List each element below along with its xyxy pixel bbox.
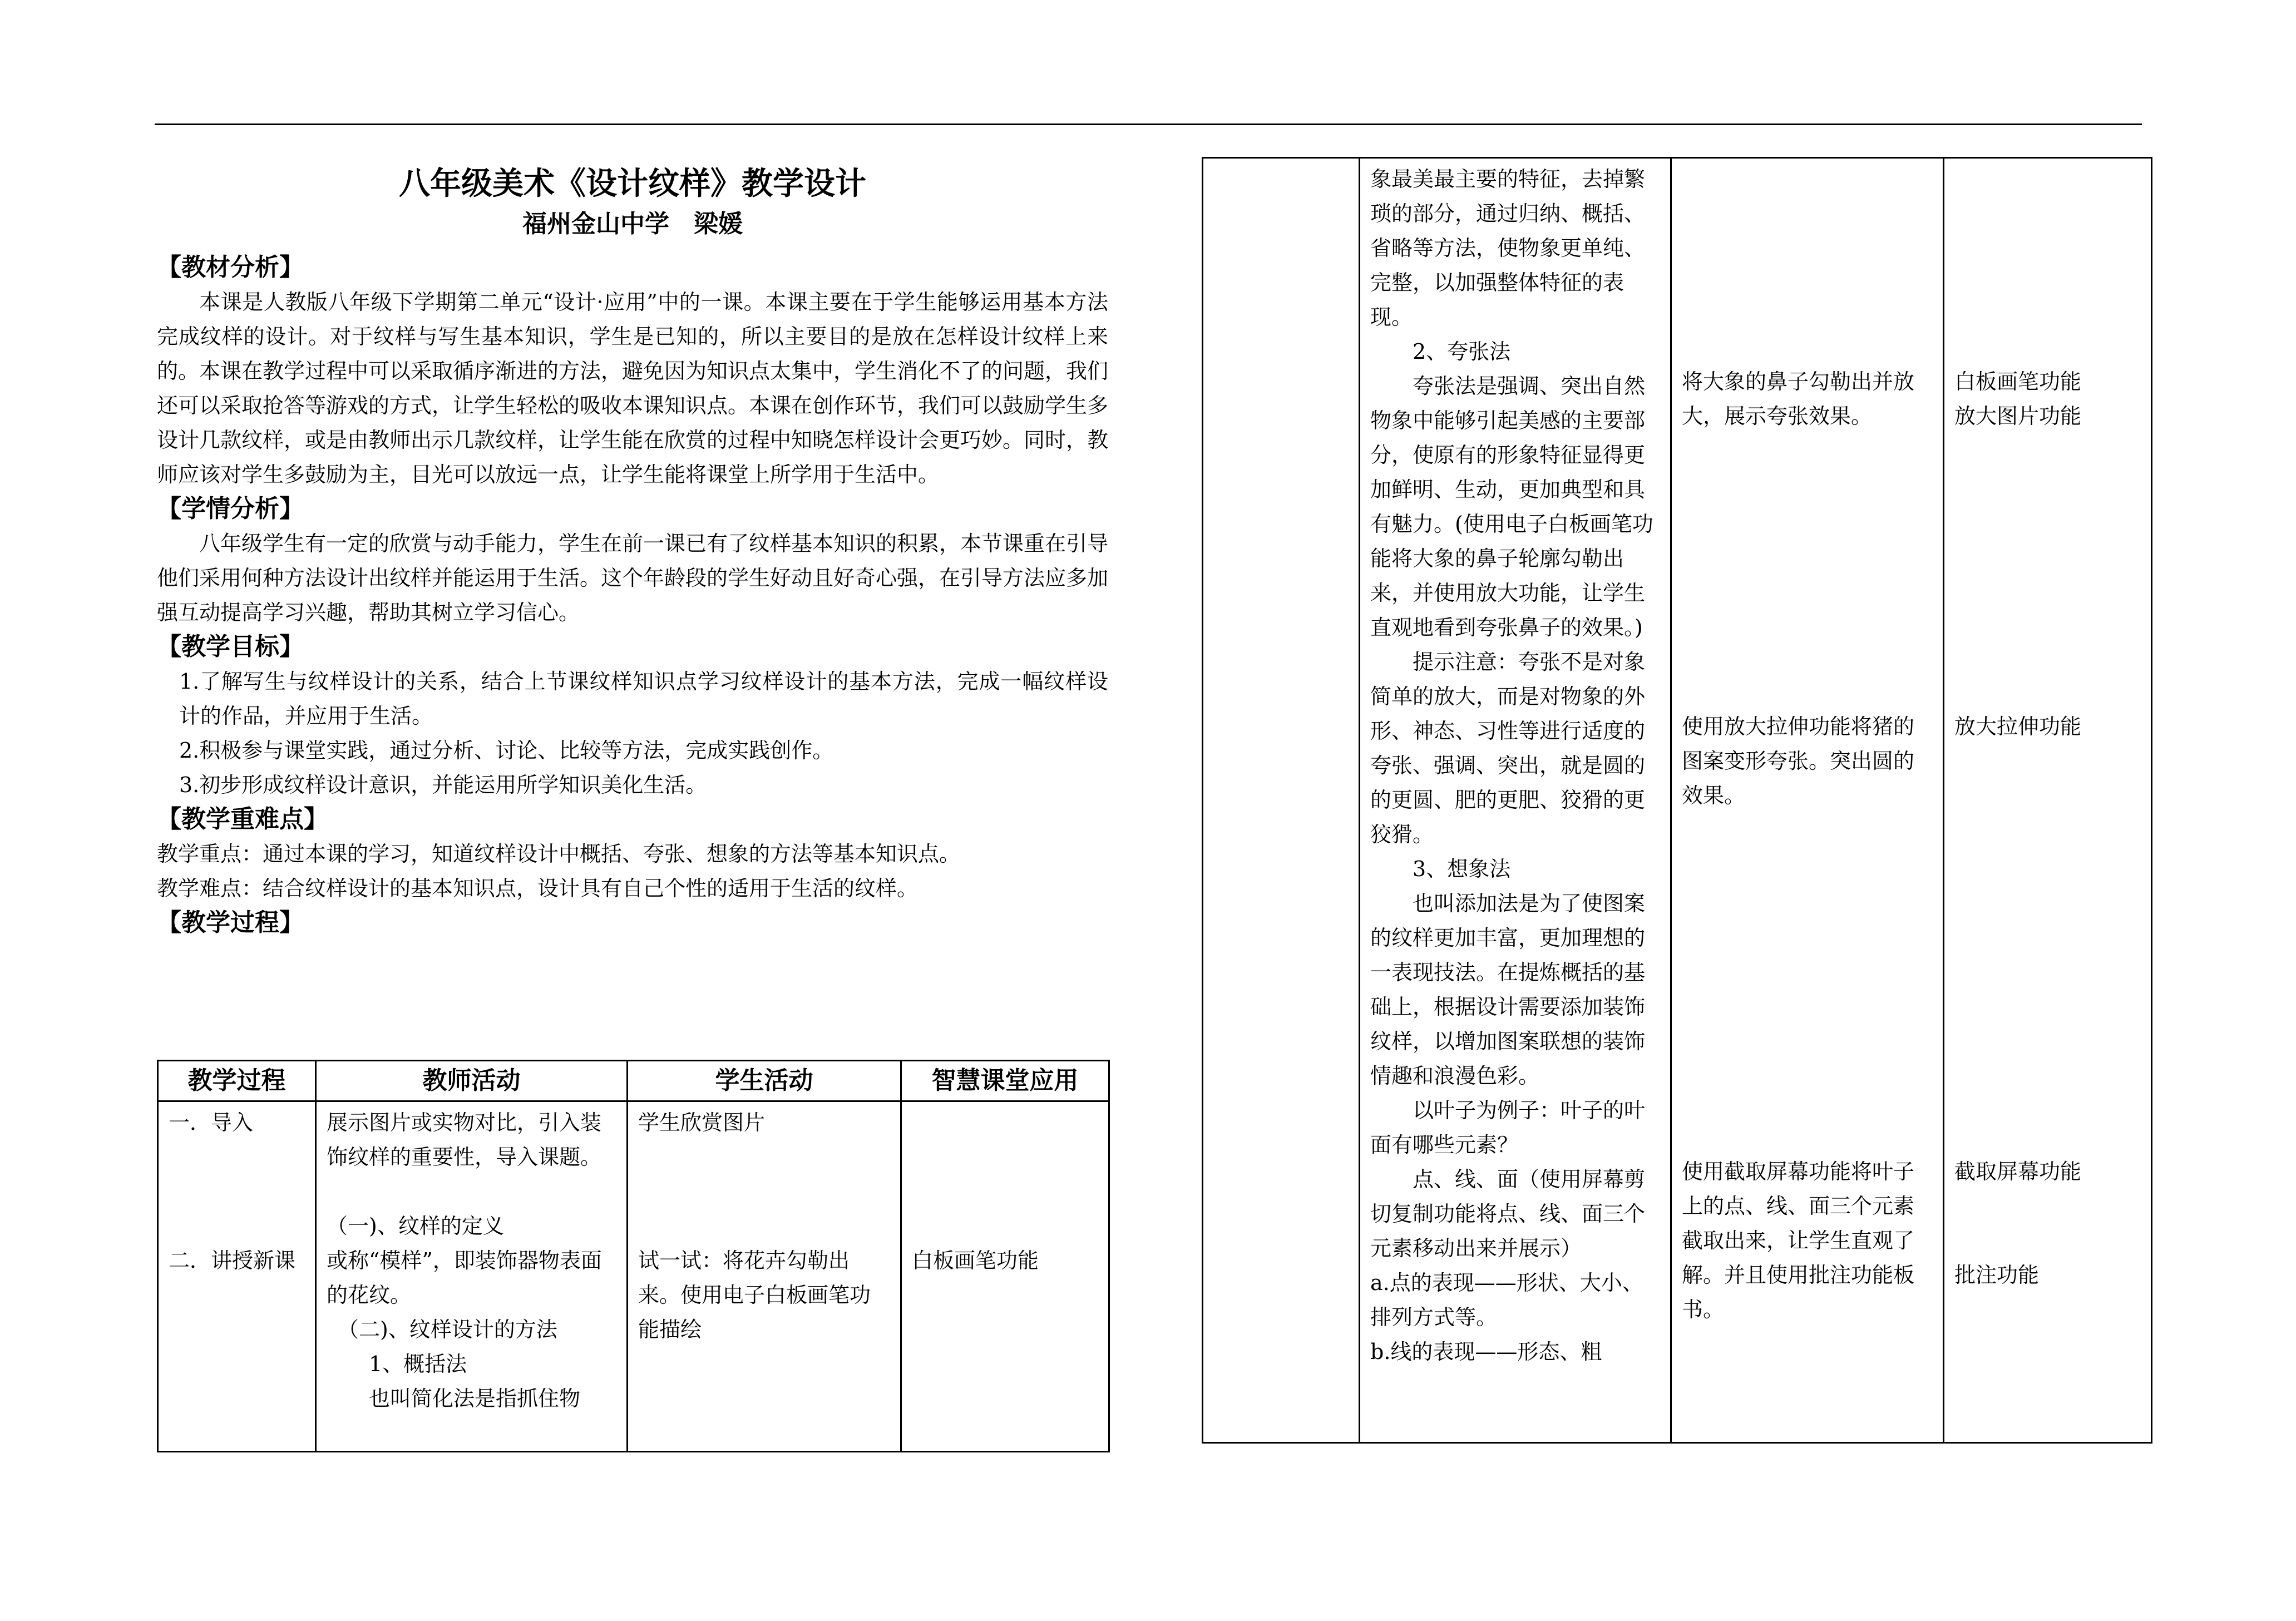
teacher-method-1: 1、概括法: [369, 1352, 467, 1376]
document-author: 福州金山中学 梁媛: [522, 210, 743, 238]
cont-teacher-leaf: 以叶子为例子：叶子的叶面有哪些元素？: [1370, 1098, 1646, 1157]
document-title: 八年级美术《设计纹样》教学设计: [399, 165, 866, 202]
cont-student-cell: [1671, 158, 1944, 1443]
student-intro: 学生欣赏图片: [638, 1110, 766, 1135]
table-row: [158, 1101, 1109, 1452]
teacher-method-head: （二)、纹样设计的方法: [338, 1317, 557, 1342]
students-text: 八年级学生有一定的欣赏与动手能力，学生在前一课已有了纹样基本知识的积累，本节课重在引导他们采用何种方法设计出纹样并能运用于生活。这个年龄段的学生好动且好奇心强，在引导方法应多加强互动提高学习兴趣，帮助其树立学习信心。: [157, 531, 1109, 625]
cont-teacher-exaggerate: 夸张法是强调、突出自然物象中能够引起美感的主要部分，使原有的形象特征显得更加鲜明、生动，更加典型和具有魅力。(使用电子白板画笔功能将大象的鼻子轮廓勾勒出来，并使用放大功能，让学生直观地看到夸张鼻子的效果。): [1370, 374, 1653, 640]
goal-1: 1.了解写生与纹样设计的关系，结合上节课纹样知识点学习纹样设计的基本方法，完成一幅纹样设计的作品，并应用于生活。: [179, 669, 1108, 728]
lesson-process-table: [157, 1060, 1110, 1452]
table-row: [1203, 158, 2152, 1443]
cont-teacher-exaggerate-head: 2、夸张法: [1413, 339, 1511, 364]
teacher-intro: 展示图片或实物对比，引入装饰纹样的重要性，导入课题。: [327, 1110, 602, 1169]
cont-stage-cell: [1203, 158, 1360, 1443]
app-whiteboard: 白板画笔功能: [912, 1248, 1039, 1273]
cont-app-whiteboard: 白板画笔功能: [1954, 369, 2082, 394]
cont-teacher-cell: [1360, 158, 1671, 1443]
cont-teacher-notice: 提示注意：夸张不是对象简单的放大，而是对物象的外形、神态、习性等进行适度的夸张、强调、突出，就是圆的的更圆、肥的更肥、狡猾的更狡猾。: [1370, 650, 1646, 847]
cont-teacher-generalize: 象最美最主要的特征，去掉繁琐的部分，通过归纳、概括、省略等方法，使物象更单纯、完整，以加强整体特征的表现。: [1370, 167, 1646, 329]
goal-3: 3.初步形成纹样设计意识，并能运用所学知识美化生活。: [179, 773, 707, 797]
materials-text: 本课是人教版八年级下学期第二单元“设计·应用”中的一课。本课主要在于学生能够运用基本方法完成纹样的设计。对于纹样与写生基本知识，学生是已知的，所以主要目的是放在怎样设计纹样上来的。本课在教学过程中可以采取循序渐进的方法，避免因为知识点太集中，学生消化不了的问题，我们还可以采取抢答等游戏的方式，让学生轻松的吸收本课知识点。本课在创作环节，我们可以鼓励学生多设计几款纹样，或是由教师出示几款纹样，让学生能在欣赏的过程中知晓怎样设计会更巧妙。同时，教师应该对学生多鼓励为主，目光可以放远一点，让学生能将课堂上所学用于生活中。: [157, 290, 1109, 487]
cont-teacher-elements: 点、线、面（使用屏幕剪切复制功能将点、线、面三个元素移动出来并展示）: [1370, 1167, 1646, 1261]
cont-student-elephant: 将大象的鼻子勾勒出并放大，展示夸张效果。: [1682, 369, 1915, 428]
stage-cell: [158, 1101, 316, 1452]
header-teacher: 教师活动: [316, 1061, 628, 1101]
heading-process: 【教学过程】: [157, 908, 304, 937]
cont-app-cell: [1944, 158, 2152, 1443]
cont-student-leaf: 使用截取屏幕功能将叶子上的点、线、面三个元素截取出来，让学生直观了解。并且使用批注功能板书。: [1682, 1159, 1915, 1322]
cont-app-annotate: 批注功能: [1954, 1263, 2040, 1287]
header-stage: 教学过程: [158, 1061, 316, 1101]
heading-keypoints: 【教学重难点】: [157, 805, 328, 833]
student-cell: [628, 1101, 901, 1452]
cont-student-pig: 使用放大拉伸功能将猪的图案变形夸张。突出圆的效果。: [1682, 714, 1915, 808]
teacher-def-head: （一)、纹样的定义: [327, 1214, 504, 1238]
lesson-process-table-continued: [1202, 157, 2152, 1444]
student-try: 试一试：将花卉勾勒出来。使用电子白板画笔功能描绘: [638, 1248, 871, 1342]
cont-teacher-point: a.点的表现——形状、大小、排列方式等。: [1370, 1271, 1643, 1330]
header-student: 学生活动: [628, 1061, 901, 1101]
stage-new: 二．讲授新课: [169, 1248, 296, 1273]
heading-materials: 【教材分析】: [157, 253, 304, 281]
left-column: [157, 161, 1108, 940]
key-point: 教学重点：通过本课的学习，知道纹样设计中概括、夸张、想象的方法等基本知识点。: [157, 842, 961, 866]
table-header-row: [158, 1061, 1109, 1101]
goal-2: 2.积极参与课堂实践，通过分析、讨论、比较等方法，完成实践创作。: [179, 738, 834, 763]
stage-intro: 一．导入: [169, 1110, 254, 1135]
heading-goals: 【教学目标】: [157, 632, 304, 661]
cont-app-stretch: 放大拉伸功能: [1954, 714, 2082, 739]
header-app: 智慧课堂应用: [901, 1061, 1109, 1101]
app-cell: [901, 1101, 1109, 1452]
difficult-point: 教学难点：结合纹样设计的基本知识点，设计具有自己个性的适用于生活的纹样。: [157, 876, 919, 901]
teacher-method-1-text: 也叫简化法是指抓住物: [369, 1386, 581, 1411]
cont-teacher-imagine-head: 3、想象法: [1413, 857, 1511, 881]
cont-teacher-line: b.线的表现——形态、粗: [1370, 1340, 1602, 1364]
cont-app-screenshot: 截取屏幕功能: [1954, 1159, 2082, 1184]
teacher-cell: [316, 1101, 628, 1452]
heading-students: 【学情分析】: [157, 495, 304, 523]
header-rule: [155, 123, 2142, 125]
cont-app-zoom: 放大图片功能: [1954, 404, 2082, 428]
teacher-def-text: 或称“模样”，即装饰器物表面的花纹。: [327, 1248, 602, 1307]
cont-teacher-imagine: 也叫添加法是为了使图案的纹样更加丰富，更加理想的一表现技法。在提炼概括的基础上，根据设计需要添加装饰纹样，以增加图案联想的装饰情趣和浪漫色彩。: [1370, 891, 1646, 1088]
